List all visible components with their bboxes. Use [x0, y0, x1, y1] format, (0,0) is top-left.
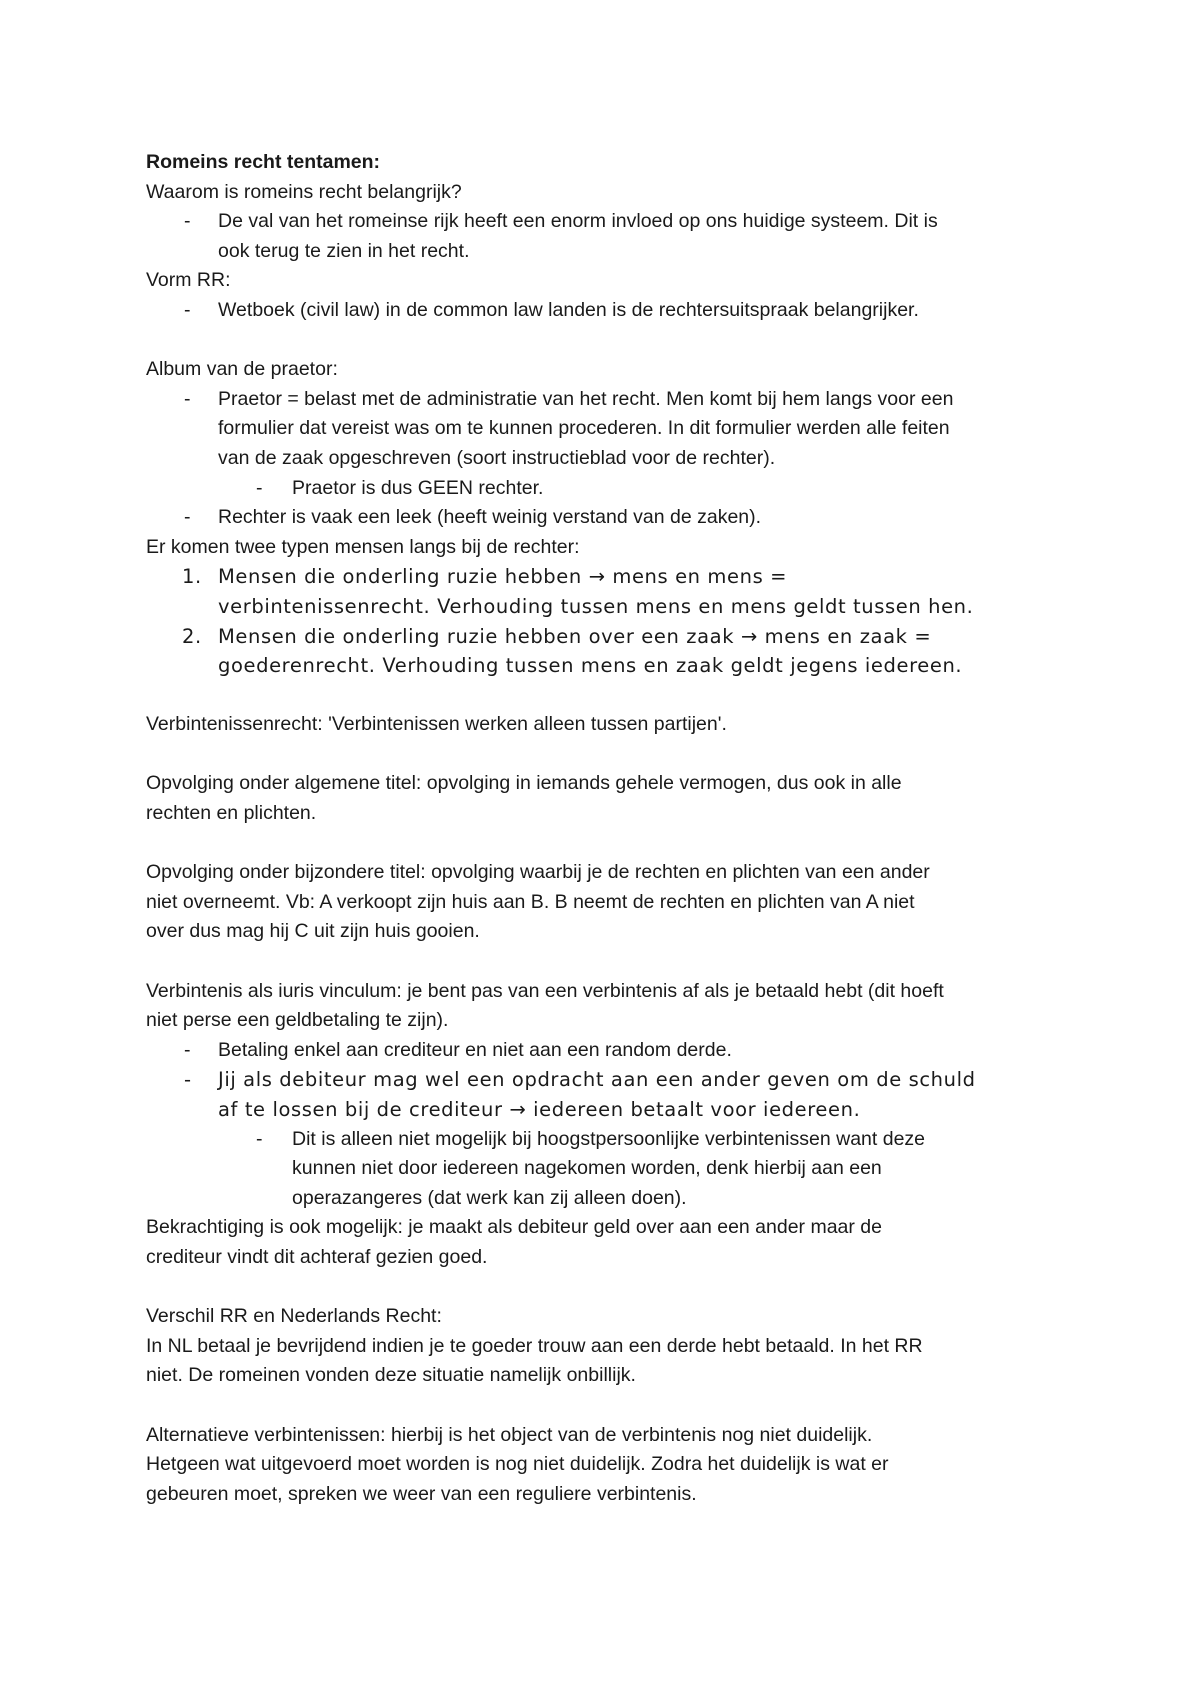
text-line: Dit is alleen niet mogelijk bij hoogstpersoonlijke verbintenissen want deze	[292, 1127, 926, 1150]
text-line: van de zaak opgeschreven (soort instructieblad voor de rechter).	[218, 446, 776, 469]
bullet-marker: -	[184, 1068, 192, 1092]
text-line: Alternatieve verbintenissen: hierbij is het object van de verbintenis nog niet duidelijk.	[146, 1423, 873, 1446]
bullet-marker: -	[256, 476, 263, 499]
text-line: goederenrecht. Verhouding tussen mens en zaak geldt jegens iedereen.	[218, 654, 963, 678]
text-line: Hetgeen wat uitgevoerd moet worden is nog niet duidelijk. Zodra het duidelijk is wat er	[146, 1453, 889, 1476]
bullet-item	[146, 503, 1076, 533]
text-line: Bekrachtiging is ook mogelijk: je maakt als debiteur geld over aan een ander maar de	[146, 1216, 883, 1239]
number-marker: 1.	[182, 565, 202, 589]
text-line: De val van het romeinse rijk heeft een enorm invloed op ons huidige systeem. Dit is	[218, 210, 938, 233]
text-line: rechten en plichten.	[146, 802, 317, 825]
number-marker: 2.	[182, 624, 202, 648]
text-line: Vorm RR:	[146, 269, 231, 292]
text-line: Betaling enkel aan crediteur en niet aan een random derde.	[218, 1038, 732, 1061]
bullet-marker: -	[184, 1038, 191, 1061]
blank-line	[146, 947, 1076, 977]
blank-line	[146, 740, 1076, 770]
blank-line	[146, 681, 1076, 711]
text-line: operazangeres (dat werk kan zij alleen doen).	[292, 1186, 687, 1209]
sub-bullet-item	[146, 1125, 1076, 1155]
text-line: Praetor is dus GEEN rechter.	[292, 476, 544, 499]
text-line: Wetboek (civil law) in de common law landen is de rechtersuitspraak belangrijker.	[218, 298, 919, 321]
text-line: Rechter is vaak een leek (heeft weinig verstand van de zaken).	[218, 506, 762, 529]
text-line: Verbintenis als iuris vinculum: je bent pas van een verbintenis af als je betaald hebt (dit hoeft	[146, 979, 944, 1002]
text-line: Album van de praetor:	[146, 358, 338, 381]
bullet-item	[146, 385, 1076, 415]
text-line: Opvolging onder bijzondere titel: opvolging waarbij je de rechten en plichten van een ander	[146, 861, 930, 884]
text-line: Praetor = belast met de administratie van het recht. Men komt bij hem langs voor een	[218, 387, 954, 410]
numbered-item	[146, 562, 1076, 592]
text-line: Verbintenissenrecht: 'Verbintenissen werken alleen tussen partijen'.	[146, 713, 727, 736]
blank-line	[146, 829, 1076, 859]
text-line: In NL betaal je bevrijdend indien je te goeder trouw aan een derde hebt betaald. In het RR	[146, 1334, 923, 1357]
blank-line	[146, 326, 1076, 356]
text-line: Waarom is romeins recht belangrijk?	[146, 180, 462, 203]
document-title: Romeins recht tentamen:	[146, 151, 381, 173]
text-line: gebeuren moet, spreken we weer van een reguliere verbintenis.	[146, 1482, 697, 1505]
text-line: Jij als debiteur mag wel een opdracht aan een ander geven om de schuld	[218, 1068, 976, 1092]
blank-line	[146, 1273, 1076, 1303]
text-line: Mensen die onderling ruzie hebben over een zaak → mens en zaak =	[218, 624, 932, 648]
text-line: niet perse een geldbetaling te zijn).	[146, 1009, 449, 1032]
sub-bullet-item	[146, 474, 1076, 504]
bullet-marker: -	[256, 1127, 263, 1150]
bullet-marker: -	[184, 298, 191, 321]
text-line: Mensen die onderling ruzie hebben → mens en mens =	[218, 565, 788, 589]
text-line: niet. De romeinen vonden deze situatie namelijk onbillijk.	[146, 1364, 636, 1387]
text-line: af te lossen bij de crediteur → iedereen betaalt voor iedereen.	[218, 1098, 861, 1121]
text-line: niet overneemt. Vb: A verkoopt zijn huis aan B. B neemt de rechten en plichten van A niet	[146, 890, 915, 913]
text-line: crediteur vindt dit achteraf gezien goed.	[146, 1245, 488, 1268]
bullet-item	[146, 1036, 1076, 1066]
text-line: Verschil RR en Nederlands Recht:	[146, 1305, 442, 1328]
text-line: kunnen niet door iedereen nagekomen worden, denk hierbij aan een	[292, 1157, 882, 1180]
text-line: Er komen twee typen mensen langs bij de rechter:	[146, 535, 580, 558]
text-line: Opvolging onder algemene titel: opvolging in iemands gehele vermogen, dus ook in alle	[146, 772, 902, 795]
text-line: over dus mag hij C uit zijn huis gooien.	[146, 920, 480, 943]
bullet-item	[146, 207, 1076, 237]
bullet-item	[146, 296, 1076, 326]
bullet-item	[146, 1065, 1076, 1095]
bullet-marker: -	[184, 387, 191, 410]
numbered-item	[146, 622, 1076, 652]
text-line: ook terug te zien in het recht.	[218, 239, 470, 262]
text-line: verbintenissenrecht. Verhouding tussen mens en mens geldt tussen hen.	[218, 594, 974, 618]
bullet-marker: -	[184, 210, 191, 233]
document-body	[146, 148, 1076, 1509]
bullet-marker: -	[184, 506, 191, 529]
blank-line	[146, 1391, 1076, 1421]
text-line: formulier dat vereist was om te kunnen procederen. In dit formulier werden alle feiten	[218, 417, 950, 440]
